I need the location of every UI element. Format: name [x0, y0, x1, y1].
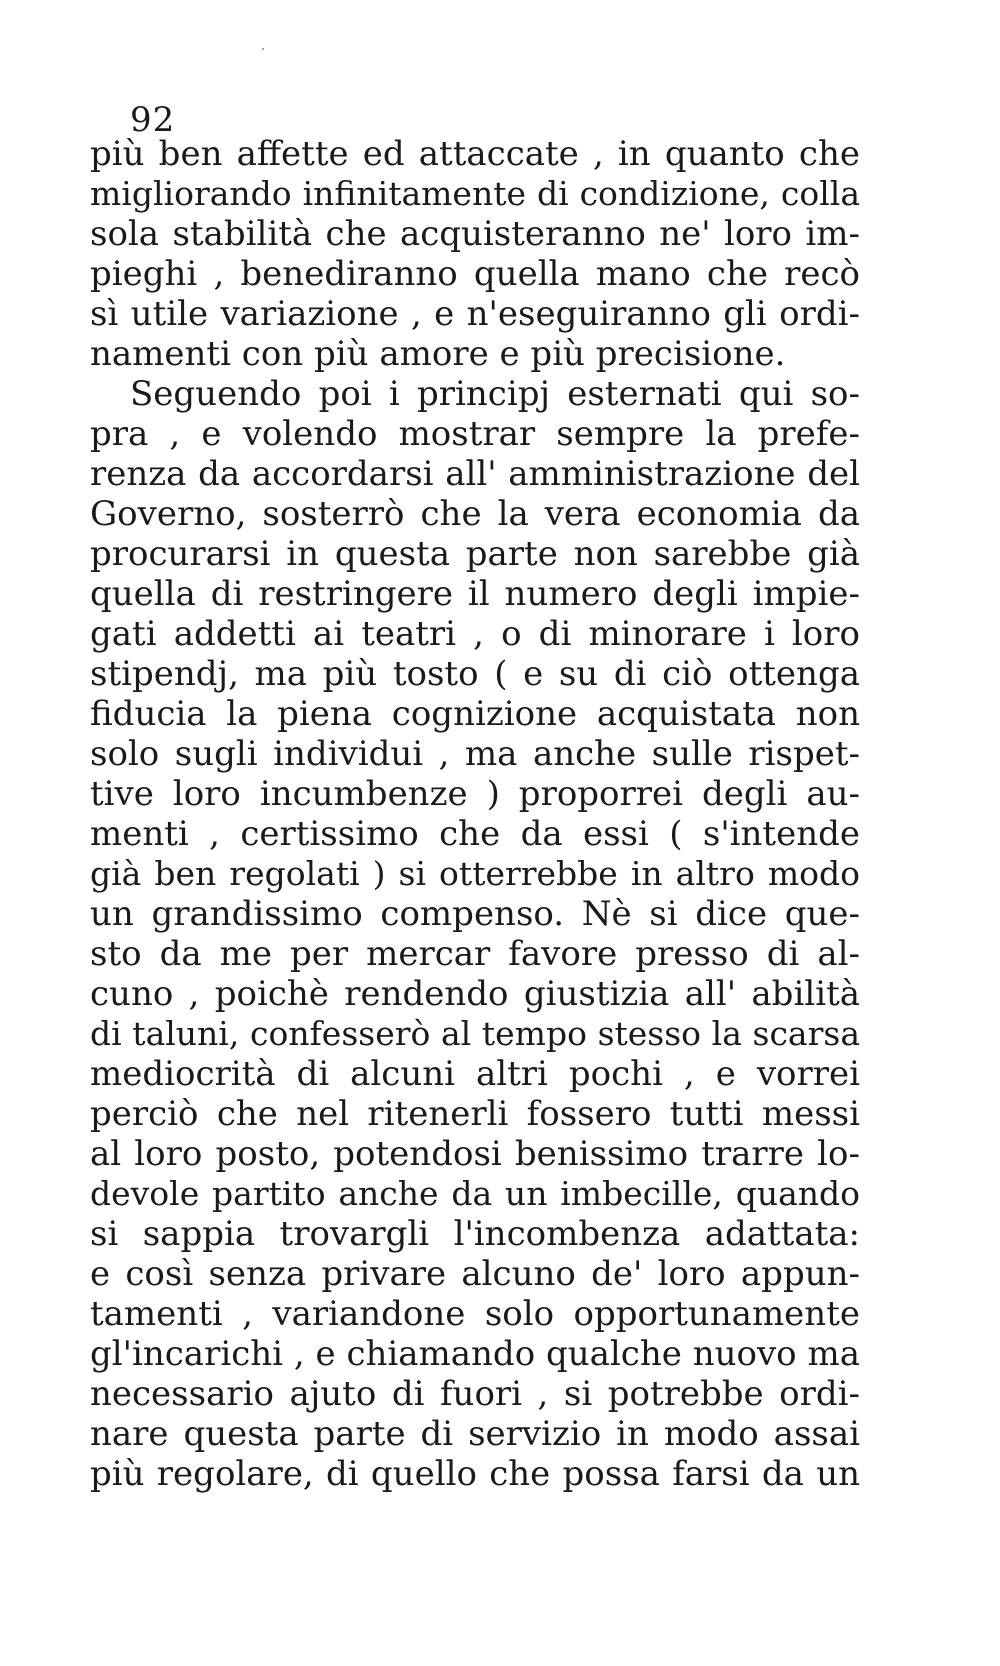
- text-line: mediocrità di alcuni altri pochi , e vorrei: [90, 1054, 860, 1094]
- text-line: già ben regolati ) si otterrebbe in altro modo: [90, 854, 860, 893]
- text-line: procurarsi in questa parte non sarebbe già: [90, 534, 860, 574]
- text-line: più regolare, di quello che possa farsi da un: [90, 1454, 860, 1494]
- text-line: gl'incarichi , e chiamando qualche nuovo ma: [90, 1334, 860, 1374]
- text-line: tive loro incumbenze ) proporrei degli au-: [90, 774, 860, 814]
- text-line: di taluni, confesserò al tempo stesso la scarsa: [90, 1014, 860, 1053]
- text-line: cuno , poichè rendendo giustizia all' abilità: [90, 974, 860, 1014]
- text-line: necessario ajuto di fuori , si potrebbe ordi-: [90, 1374, 860, 1414]
- text-line: si sappia trovargli l'incombenza adattata:: [90, 1214, 860, 1254]
- text-line: al loro posto, potendosi benissimo trarre lo-: [90, 1134, 860, 1174]
- body-text: [90, 134, 860, 1494]
- text-line: sto da me per mercar favore presso di al-: [90, 934, 860, 974]
- text-line: tamenti , variandone solo opportunamente: [90, 1294, 860, 1334]
- text-line: solo sugli individui , ma anche sulle rispet-: [90, 734, 860, 774]
- text-line: Seguendo poi i principj esternati qui so-: [130, 374, 860, 414]
- text-line: sì utile variazione , e n'eseguiranno gli ordi-: [90, 294, 860, 334]
- text-line: stipendj, ma più tosto ( e su di ciò ottenga: [90, 654, 860, 694]
- text-line: un grandissimo compenso. Nè si dice que-: [90, 894, 860, 934]
- text-line: renza da accordarsi all' amministrazione del: [90, 454, 860, 494]
- text-line: fiducia la piena cognizione acquistata non: [90, 694, 860, 734]
- text-line: namenti con più amore e più precisione.: [90, 334, 786, 374]
- text-line: pra , e volendo mostrar sempre la prefe-: [90, 414, 860, 454]
- print-speck: [262, 48, 264, 50]
- text-line: sola stabilità che acquisteranno ne' loro im-: [90, 214, 860, 254]
- text-line: quella di restringere il numero degli impie-: [90, 574, 860, 614]
- text-line: Governo, sosterrò che la vera economia da: [90, 494, 860, 534]
- text-line: e così senza privare alcuno de' loro appun-: [90, 1254, 860, 1294]
- text-line: più ben affette ed attaccate , in quanto che: [90, 134, 860, 174]
- text-line: devole partito anche da un imbecille, quando: [90, 1174, 860, 1213]
- text-line: perciò che nel ritenerli fossero tutti messi: [90, 1094, 860, 1134]
- text-line: migliorando infinitamente di condizione, colla: [90, 174, 860, 213]
- text-line: pieghi , benediranno quella mano che recò: [90, 254, 860, 294]
- page-number: 92: [130, 100, 176, 140]
- text-line: gati addetti ai teatri , o di minorare i loro: [90, 614, 860, 654]
- text-line: menti , certissimo che da essi ( s'intende: [90, 814, 860, 854]
- text-line: nare questa parte di servizio in modo assai: [90, 1414, 860, 1454]
